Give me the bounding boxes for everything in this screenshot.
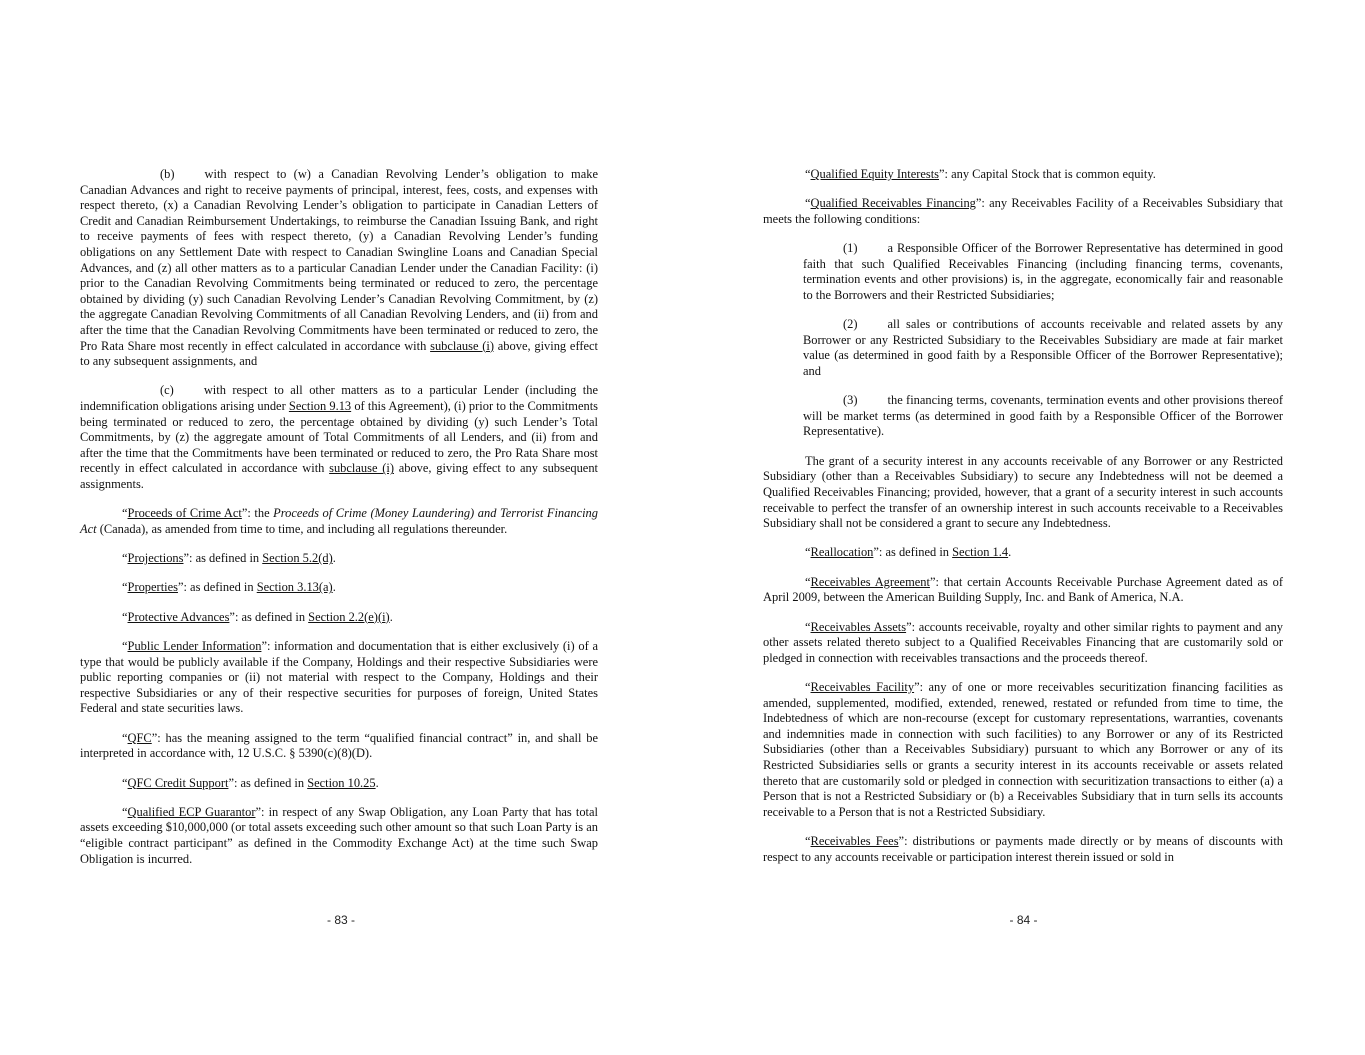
page-84-text <box>763 167 1283 879</box>
definition-reallocation: “Reallocation”: as defined in Section 1.4. <box>805 545 1012 560</box>
defined-term: Qualified ECP Guarantor <box>127 804 256 819</box>
definition-proceeds-of-crime-act: “Proceeds of Crime Act”: the Proceeds of Crime (Money Laundering) and Terrorist Financing Act (Canada), as amended from time to time, and including all regulations thereunder. <box>80 506 598 536</box>
page-number: - 83 - <box>326 913 355 927</box>
definition-receivables-agreement: “Receivables Agreement”: that certain Accounts Receivable Purchase Agreement dated as of April 2009, between the American Building Supply, Inc. and Bank of America, N.A. <box>763 574 1283 605</box>
clause-b: (b) with respect to (w) a Canadian Revolving Lender’s obligation to make Canadian Advances and right to receive payments of principal, interest, fees, costs, and expenses with respect thereto, (x) a Canadian Revolving Lender’s obligation to participate in Canadian Letters of Credit and Canadian Reimbursement Undertakings, to reimburse the Canadian Issuing Bank, and right to receive payments of fees with respect thereto, (y) a Canadian Revolving Lender’s funding obligations on any Settlement Date with respect to Canadian Swingline Loans and Canadian Special Advances, and (z) all other matters as to a particular Canadian Lender under the Canadian Facility: (i) prior to the Canadian Revolving Commitments being terminated or reduced to zero, the percentage obtained by dividing (y) such Canadian Revolving Lender’s Canadian Revolving Commitment, by (z) the aggregate Canadian Revolving Commitments of all Canadian Revolving Lenders, and (ii) from and after the time that the Canadian Revolving Commitments have been terminated or reduced to zero, the Pro Rata Share most recently in effect calculated in accordance with subclause (i) above, giving effect to any subsequent assignments, and <box>80 167 598 369</box>
defined-term: Receivables Facility <box>810 680 915 695</box>
defined-term: Reallocation <box>810 545 874 560</box>
defined-term: Receivables Agreement <box>810 574 930 589</box>
definition-protective-advances: “Protective Advances”: as defined in Section 2.2(e)(i). <box>122 609 393 624</box>
defined-term: QFC Credit Support <box>127 775 229 790</box>
definition-properties: “Properties”: as defined in Section 3.13(a). <box>122 580 336 595</box>
defined-term: Qualified Equity Interests <box>810 167 940 181</box>
section-ref: Section 10.25 <box>307 775 376 790</box>
subclause-i-ref: subclause (i) <box>430 338 494 353</box>
page-number: - 84 - <box>1009 913 1038 927</box>
section-ref: Section 3.13(a) <box>256 580 333 595</box>
section-ref: Section 9.13 <box>288 399 352 413</box>
defined-term: Qualified Receivables Financing <box>810 196 976 211</box>
definition-qualified-ecp-guarantor: “Qualified ECP Guarantor”: in respect of any Swap Obligation, any Loan Party that has total assets exceeding $10,000,000 (or total assets exceeding such other amount so that such Loan Party is an “eligible contract participant” as defined in the Commodity Exchange Act) at the time such Swap Obligation is incurred. <box>80 804 598 866</box>
section-ref: Section 1.4 <box>952 545 1009 560</box>
definition-receivables-facility: “Receivables Facility”: any of one or more receivables securitization financing facilities as amended, supplemented, modified, extended, renewed, restated or refunded from time to time, the Indebtedness of which are non-recourse (except for customary representations, warranties, covenants and indemnities made in connection with such facilities) to any Borrower or any of its Restricted Subsidiaries (other than a Receivables Subsidiary) pursuant to which any Borrower or any of its Restricted Subsidiaries sells or grants a security interest in its accounts receivable or assets related thereto that are customarily sold or pledged in connection with securitization transactions to either (a) a Person that is not a Restricted Subsidiary or (b) a Receivables Subsidiary that in turn sells its accounts receivable to a Person that is not a Restricted Subsidiary. <box>763 680 1284 819</box>
section-ref: Section 5.2(d) <box>262 551 333 566</box>
defined-term: Public Lender Information <box>127 638 262 653</box>
section-ref: Section 2.2(e)(i) <box>308 609 390 624</box>
clause-c: (c) with respect to all other matters as to a particular Lender (including the indemnification obligations arising under Section 9.13 of this Agreement), (i) prior to the Commitments being terminated or reduced to zero, the percentage obtained by dividing (y) such Lender’s Total Commitments, by (z) the aggregate amount of Total Commitments of all Lenders, and (ii) from and after the time that the Commitments have been terminated or reduced to zero, the Pro Rata Share most recently in effect calculated in accordance with subclause (i) above, giving effect to any subsequent assignments. <box>80 383 598 491</box>
page-83-text <box>80 167 598 881</box>
condition-2: (2) all sales or contributions of accounts receivable and related assets by any Borrower or any Restricted Subsidiary to the Receivables Subsidiary are made at fair market value (as determined in good faith by a Responsible Officer of the Borrower Representative); and <box>803 317 1283 378</box>
definition-receivables-assets: “Receivables Assets”: accounts receivable, royalty and other similar rights to payment and any other assets related thereto subject to a Qualified Receivables Financing that are customarily sold or pledged in connection with receivables transactions and the proceeds thereof. <box>763 619 1283 665</box>
page-83 <box>0 0 682 1055</box>
condition-1: (1) a Responsible Officer of the Borrower Representative has determined in good faith that such Qualified Receivables Financing (including financing terms, covenants, termination events and other provisions) is, in the aggregate, economically fair and reasonable to the Borrowers and their Restricted Subsidiaries; <box>803 241 1283 302</box>
definition-qualified-equity-interests: “Qualified Equity Interests”: any Capital Stock that is common equity. <box>805 167 1156 181</box>
defined-term: Properties <box>127 580 178 595</box>
defined-term: Projections <box>127 551 184 566</box>
defined-term: Protective Advances <box>127 609 230 624</box>
definition-receivables-fees: “Receivables Fees”: distributions or payments made directly or by means of discounts with respect to any accounts receivable or participation interest therein issued or sold in <box>763 834 1283 864</box>
definition-qfc: “QFC”: has the meaning assigned to the term “qualified financial contract” in, and shall be interpreted in accordance with, 12 U.S.C. § 5390(c)(8)(D). <box>80 730 598 761</box>
defined-term: Receivables Assets <box>810 619 907 634</box>
defined-term: QFC <box>127 730 152 745</box>
defined-term: Proceeds of Crime Act <box>127 506 242 521</box>
grant-paragraph: The grant of a security interest in any accounts receivable of any Borrower or any Restricted Subsidiary (other than a Receivables Subsidiary) to secure any Indebtedness will not be deemed a Qualified Receivables Financing; provided, however, that a grant of a security interest in such accounts receivable to perfect the transfer of an ownership interest in such accounts receivable to a Receivables Subsidiary shall not be considered a grant to secure any Indebtedness. <box>763 453 1283 531</box>
definition-public-lender-information: “Public Lender Information”: information and documentation that is either exclusively (i) of a type that would be publicly available if the Company, Holdings and their respective Subsidiaries were public reporting companies or (ii) not material with respect to the Company, Holdings and their respective Subsidiaries or any of their respective securities for purposes of foreign, United States Federal and state securities laws. <box>80 638 598 716</box>
definition-qfc-credit-support: “QFC Credit Support”: as defined in Section 10.25. <box>122 775 379 790</box>
definition-projections: “Projections”: as defined in Section 5.2(d). <box>122 551 336 566</box>
subclause-i-ref: subclause (i) <box>329 461 394 476</box>
page-84 <box>682 0 1365 1055</box>
condition-3: (3) the financing terms, covenants, termination events and other provisions thereof will be market terms (as determined in good faith by a Responsible Officer of the Borrower Representative). <box>803 393 1283 439</box>
defined-term: Receivables Fees <box>810 834 899 849</box>
definition-qualified-receivables-financing: “Qualified Receivables Financing”: any Receivables Facility of a Receivables Subsidiary that meets the following conditions: <box>763 196 1283 226</box>
